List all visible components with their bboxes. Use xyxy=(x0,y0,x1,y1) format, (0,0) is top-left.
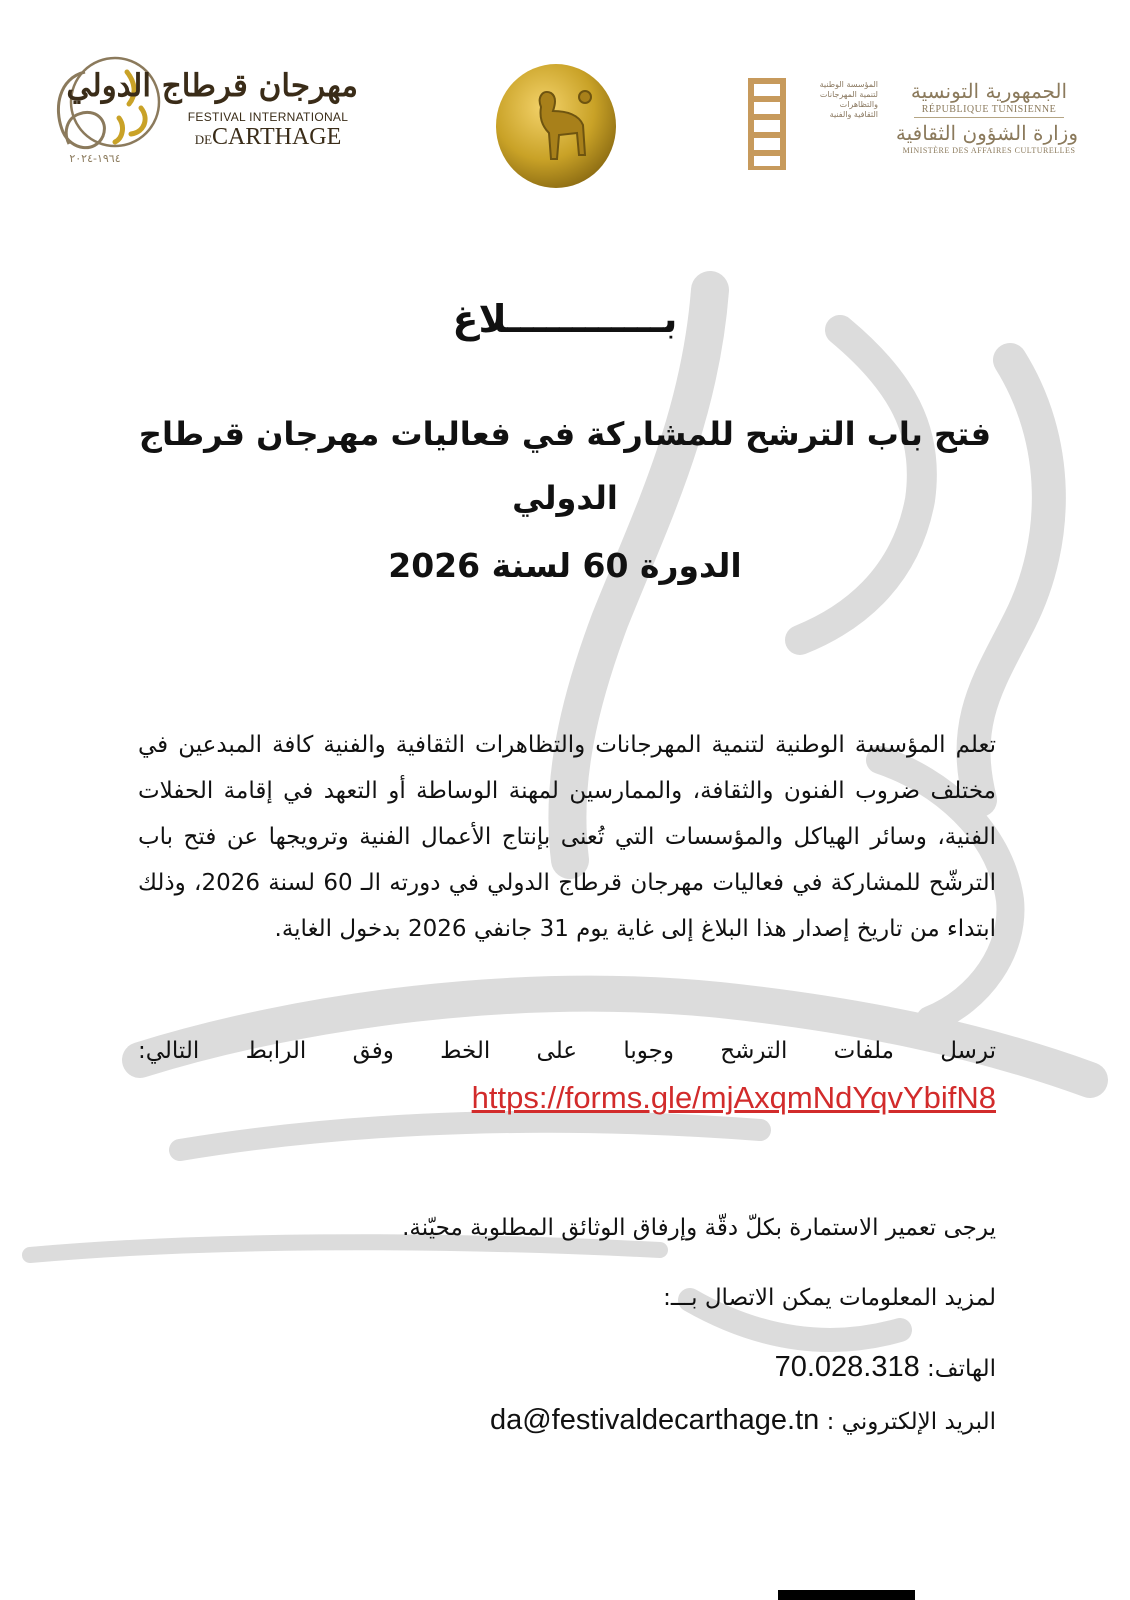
ministry-name-ar: وزارة الشؤون الثقافية xyxy=(895,121,1078,145)
ministry-name-fr: MINISTÈRE DES AFFAIRES CULTURELLES xyxy=(902,146,1076,155)
republic-name-fr: RÉPUBLIQUE TUNISIENNE xyxy=(921,104,1057,115)
festival-name-de: DE xyxy=(194,132,213,147)
email-address[interactable]: da@festivaldecarthage.tn xyxy=(489,1404,820,1436)
enpfmca-logo xyxy=(748,78,876,170)
announcement-title-line1: فتح باب الترشح للمشاركة في فعاليات مهرجان قرطاج xyxy=(138,415,992,453)
announcement-label: بــــــــــــلاغ xyxy=(452,297,678,341)
email-line xyxy=(138,1400,996,1442)
republic-name-ar: الجمهورية التونسية xyxy=(910,79,1068,103)
form-instructions: يرجى تعمير الاستمارة بكلّ دقّة وإرفاق الوثائق المطلوبة محيّنة. xyxy=(402,1215,996,1241)
anniversary-years: ١٩٦٤-٢٠٢٤ xyxy=(69,152,121,165)
logo-divider xyxy=(914,117,1064,118)
festival-name-en-line2 xyxy=(178,124,358,153)
application-form-link[interactable]: https://forms.gle/mjAxqmNdYqvYbifN8 xyxy=(471,1080,996,1115)
submission-instructions: ترسل ملفات الترشح وجوبا على الخط وفق الرابط التالي: xyxy=(138,1038,996,1064)
festival-name-en-line1: FESTIVAL INTERNATIONAL xyxy=(187,110,349,124)
enpfmca-mark-icon xyxy=(748,78,786,170)
page-bottom-bar xyxy=(778,1590,915,1600)
ministry-logo xyxy=(895,78,1078,174)
festival-name-carthage: CARTHAGE xyxy=(212,124,342,150)
enpfmca-text-line: والتظاهرات xyxy=(839,100,878,109)
phone-line xyxy=(138,1347,996,1389)
enpfmca-text-line: المؤسسة الوطنية xyxy=(819,80,878,89)
body-paragraph: تعلم المؤسسة الوطنية لتنمية المهرجانات والتظاهرات الثقافية والفنية كافة المبدعين في مختلف ضروب الفنون والثقافة، والممارسين لمهنة الوساطة أو التعهد في إقامة الحفلات الفنية، وسائر الهياكل والمؤسسات التي تُعنى بإنتاج الأعمال الفنية وترويجها عن فتح باب الترشّح للمشاركة في فعاليات مهرجان قرطاج الدولي في دورته الـ 60 لسنة 2026، وذلك ابتداء من تاريخ إصدار هذا البلاغ إلى غاية يوم 31 جانفي 2026 بدخول الغاية. xyxy=(138,732,996,942)
festival-name-ar: مهرجان قرطاج الدولي xyxy=(66,68,358,104)
enpfmca-text-line: لتنمية المهرجانات xyxy=(819,90,878,99)
phone-number: 70.028.318 xyxy=(774,1351,920,1383)
phone-label: الهاتف: xyxy=(927,1356,996,1382)
announcement-title-line3: الدورة 60 لسنة 2026 xyxy=(388,546,742,585)
enpfmca-text xyxy=(794,80,878,120)
contact-intro: لمزيد المعلومات يمكن الاتصال بـــ: xyxy=(663,1285,996,1311)
enpfmca-text-line: الثقافية والفنية xyxy=(829,110,878,119)
horse-coin-icon xyxy=(493,63,619,189)
email-label: البريد الإلكتروني : xyxy=(826,1409,996,1435)
announcement-title-line2: الدولي xyxy=(512,479,618,517)
